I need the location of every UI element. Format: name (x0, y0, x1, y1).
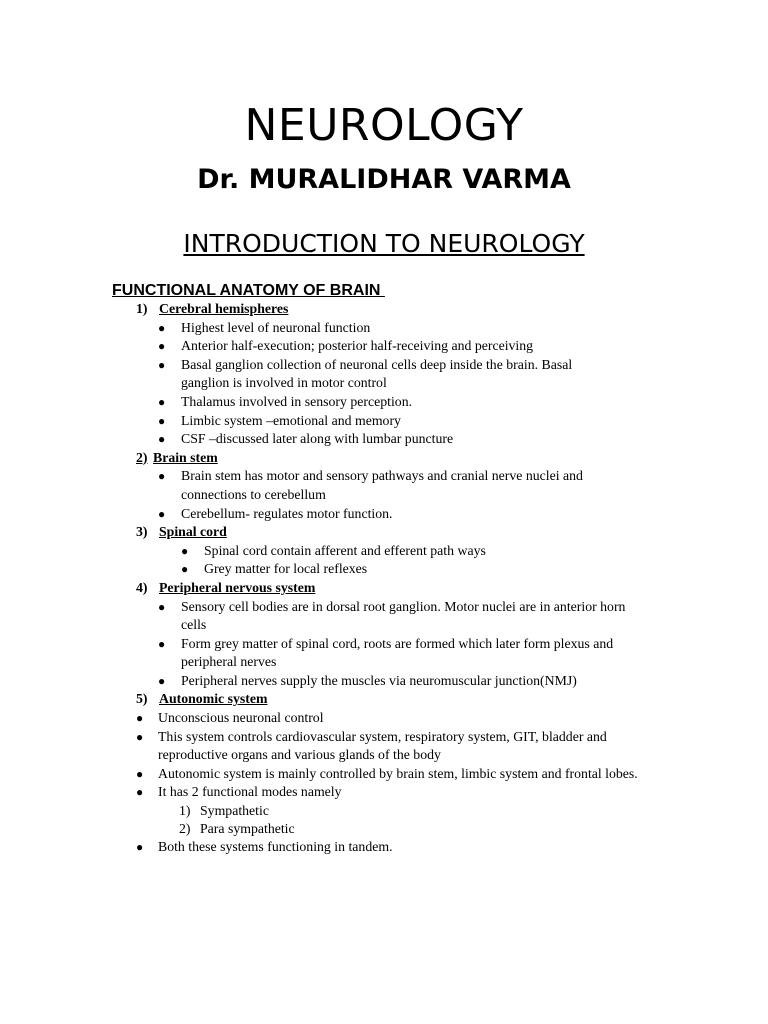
bullet-icon: ● (158, 506, 166, 521)
list-item (0, 430, 671, 449)
sub-list-number: 2) (179, 821, 191, 837)
list-item (0, 505, 671, 524)
section-heading: FUNCTIONAL ANATOMY OF BRAIN (112, 282, 385, 299)
heading-number: 2) (136, 449, 148, 465)
list-item (0, 542, 694, 561)
bullet-icon: ● (158, 469, 166, 484)
list-item (0, 783, 648, 802)
bullet-icon: ● (158, 599, 166, 614)
numbered-heading (0, 300, 649, 319)
sub-list-item (0, 802, 690, 820)
heading-label: Autonomic system (159, 691, 268, 707)
list-item (0, 765, 648, 784)
bullet-icon: ● (158, 357, 166, 372)
list-item-text: Both these systems functioning in tandem. (158, 839, 393, 855)
list-item-text: Spinal cord contain afferent and efferent path ways (204, 542, 486, 558)
list-item (0, 356, 611, 393)
notes-content (0, 300, 768, 857)
numbered-heading (0, 449, 643, 468)
list-item-text: Thalamus involved in sensory perception. (181, 393, 413, 409)
list-item-text: Highest level of neuronal function (181, 319, 371, 335)
list-item-text: Form grey matter of spinal cord, roots are formed which later form plexus and peripheral nerves (181, 635, 614, 670)
bullet-icon: ● (136, 711, 144, 726)
bullet-icon: ● (136, 785, 144, 800)
list-item (0, 467, 631, 504)
list-item (0, 838, 648, 857)
chapter-heading: INTRODUCTION TO NEUROLOGY (183, 229, 585, 258)
bullet-icon: ● (136, 840, 144, 855)
bullet-icon: ● (136, 766, 144, 781)
heading-number: 4) (136, 579, 148, 595)
list-item-text: CSF –discussed later along with lumbar puncture (181, 431, 454, 447)
list-item (0, 560, 694, 579)
bullet-icon: ● (158, 339, 166, 354)
list-item-text: Limbic system –emotional and memory (181, 412, 401, 428)
sub-list-text: Para sympathetic (200, 821, 295, 837)
list-item-text: Peripheral nerves supply the muscles via neuromuscular junction(NMJ) (181, 672, 577, 688)
list-item (0, 598, 641, 635)
list-item-text: Cerebellum- regulates motor function. (181, 505, 393, 521)
bullet-icon: ● (181, 562, 189, 577)
list-item (0, 709, 648, 728)
list-item-text: Brain stem has motor and sensory pathways and cranial nerve nuclei and connections to cerebellum (181, 468, 583, 502)
list-item-text: Autonomic system is mainly controlled by brain stem, limbic system and frontal lobes. (158, 765, 638, 781)
list-item (0, 319, 671, 338)
heading-number: 1) (136, 301, 148, 316)
heading-number: 3) (136, 524, 148, 540)
numbered-heading (0, 690, 649, 709)
author-name: Dr. MURALIDHAR VARMA (197, 164, 571, 195)
list-item-text: Anterior half-execution; posterior half-receiving and perceiving (181, 338, 534, 354)
bullet-icon: ● (158, 320, 166, 335)
list-item-text: Unconscious neuronal control (158, 710, 324, 726)
list-item-text: Sensory cell bodies are in dorsal root ganglion. Motor nuclei are in anterior horn cells (181, 598, 626, 633)
sub-list-text: Sympathetic (200, 803, 269, 819)
sub-list-number: 1) (179, 803, 191, 819)
document-title: NEUROLOGY (244, 100, 524, 151)
numbered-heading (0, 579, 649, 598)
heading-label: Spinal cord (159, 524, 227, 540)
list-item-text: It has 2 functional modes namely (158, 784, 342, 800)
bullet-icon: ● (158, 432, 166, 447)
sub-list-item (0, 820, 690, 838)
list-item (0, 393, 671, 412)
list-item-text: Basal ganglion collection of neuronal cells deep inside the brain. Basal ganglion is involved in motor control (181, 356, 573, 391)
bullet-icon: ● (158, 673, 166, 688)
bullet-icon: ● (181, 543, 189, 558)
list-item (0, 672, 671, 691)
heading-number: 5) (136, 691, 148, 707)
bullet-icon: ● (158, 636, 166, 651)
bullet-icon: ● (158, 394, 166, 409)
bullet-icon: ● (158, 413, 166, 428)
list-item (0, 412, 671, 431)
list-item-text: Grey matter for local reflexes (204, 561, 368, 577)
list-item-text: This system controls cardiovascular system, respiratory system, GIT, bladder and reproductive organs and various glands of the body (158, 728, 607, 763)
heading-label: Cerebral hemispheres (159, 301, 289, 316)
list-item (0, 728, 648, 765)
list-item (0, 337, 671, 356)
bullet-icon: ● (136, 729, 144, 744)
heading-label: Brain stem (153, 449, 218, 465)
list-item (0, 635, 641, 672)
heading-label: Peripheral nervous system (159, 579, 316, 595)
numbered-heading (0, 523, 649, 542)
